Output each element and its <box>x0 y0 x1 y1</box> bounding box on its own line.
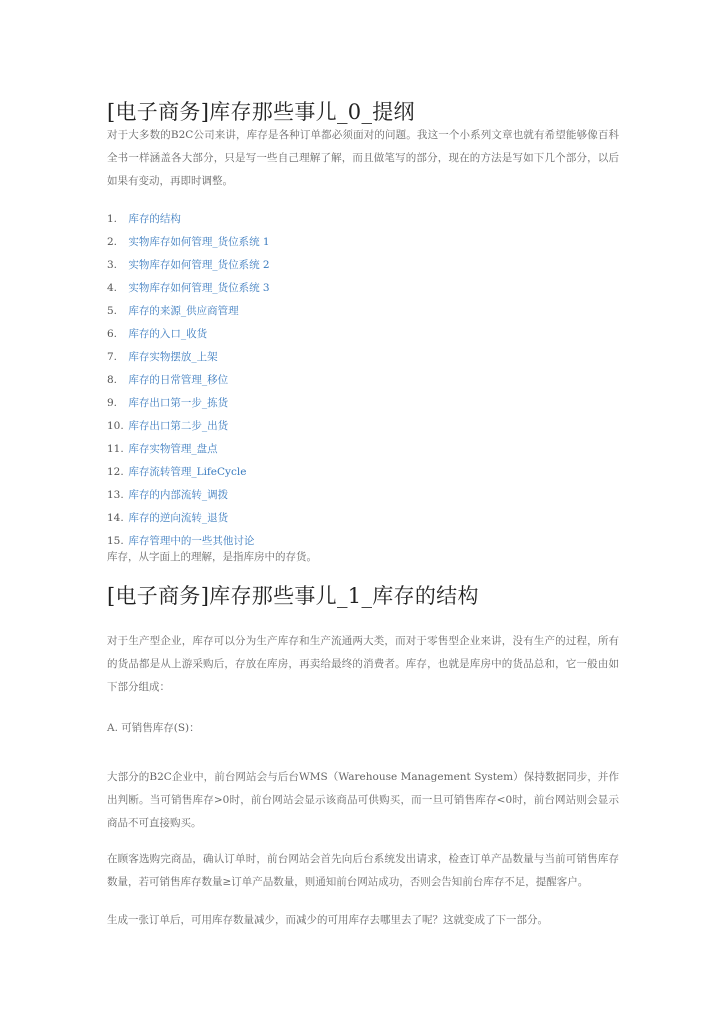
toc-item-number: 12. <box>107 466 124 478</box>
toc-item-number: 1. <box>107 213 118 225</box>
table-of-contents <box>107 208 270 553</box>
toc-item-number: 5. <box>107 305 118 317</box>
toc-item-number: 4. <box>107 282 118 294</box>
toc-link[interactable]: 库存流转管理_LifeCycle <box>128 466 247 478</box>
toc-item <box>107 208 270 231</box>
toc-item <box>107 300 270 323</box>
toc-item-number: 14. <box>107 512 124 524</box>
toc-item <box>107 231 270 254</box>
toc-item <box>107 507 270 530</box>
toc-item <box>107 346 270 369</box>
body-paragraph: 在顾客选购完商品，确认订单时，前台网站会首先向后台系统发出请求，检查订单产品数量与当前可销售库存数量，若可销售库存数量≥订单产品数量，则通知前台网站成功，否则会告知前台库存不足，提醒客户。 <box>107 853 619 888</box>
toc-link[interactable]: 库存出口第二步_出货 <box>128 420 229 432</box>
toc-link[interactable]: 实物库存如何管理_货位系统 3 <box>128 282 270 294</box>
toc-item-number: 2. <box>107 236 118 248</box>
toc-item <box>107 415 270 438</box>
body-paragraph: 大部分的B2C企业中，前台网站会与后台WMS（Warehouse Management System）保持数据同步，并作出判断。当可销售库存>0时，前台网站会显示该商品可供购买，而一旦可销售库存<0时，前台网站则会显示商品不可直接购买。 <box>107 771 619 829</box>
toc-link[interactable]: 库存管理中的一些其他讨论 <box>128 535 255 547</box>
toc-item-number: 7. <box>107 351 118 363</box>
toc-link[interactable]: 库存实物摆放_上架 <box>128 351 218 363</box>
toc-item <box>107 277 270 300</box>
toc-link[interactable]: 库存的日常管理_移位 <box>128 374 229 386</box>
toc-link[interactable]: 库存出口第一步_拣货 <box>128 397 229 409</box>
subsection-label: A. 可销售库存(S)： <box>107 722 200 734</box>
toc-item <box>107 369 270 392</box>
toc-item <box>107 392 270 415</box>
toc-item <box>107 438 270 461</box>
toc-item-number: 9. <box>107 397 118 409</box>
toc-item-number: 8. <box>107 374 118 386</box>
toc-item-number: 15. <box>107 535 124 547</box>
toc-item-number: 6. <box>107 328 118 340</box>
toc-link[interactable]: 库存的入口_收货 <box>128 328 208 340</box>
toc-link[interactable]: 库存实物管理_盘点 <box>128 443 218 455</box>
toc-item-number: 3. <box>107 259 118 271</box>
section-title: [电子商务]库存那些事儿_0_提纲 <box>107 100 415 124</box>
toc-item-number: 11. <box>107 443 124 455</box>
toc-item-number: 13. <box>107 489 124 501</box>
toc-item <box>107 254 270 277</box>
intro-paragraph: 对于大多数的B2C公司来讲，库存是各种订单都必须面对的问题。我这一个小系列文章也就有希望能够像百科全书一样涵盖各大部分，只是写一些自己理解了解，而且做笔写的部分，现在的方法是写如下几个部分，以后如果有变动，再即时调整。 <box>107 129 619 187</box>
toc-link[interactable]: 库存的内部流转_调拨 <box>128 489 229 501</box>
toc-link[interactable]: 库存的来源_供应商管理 <box>128 305 239 317</box>
definition-paragraph: 库存，从字面上的理解，是指库房中的存货。 <box>107 551 317 563</box>
toc-item <box>107 461 270 484</box>
toc-link[interactable]: 实物库存如何管理_货位系统 1 <box>128 236 270 248</box>
toc-item <box>107 323 270 346</box>
toc-item <box>107 484 270 507</box>
toc-link[interactable]: 实物库存如何管理_货位系统 2 <box>128 259 270 271</box>
toc-link[interactable]: 库存的结构 <box>128 213 181 225</box>
body-paragraph: 对于生产型企业，库存可以分为生产库存和生产流通两大类，而对于零售型企业来讲，没有生产的过程，所有的货品都是从上游采购后，存放在库房，再卖给最终的消费者。库存，也就是库房中的货品总和，它一般由如下部分组成： <box>107 635 619 693</box>
toc-item-number: 10. <box>107 420 124 432</box>
body-paragraph: 生成一张订单后，可用库存数量减少，而减少的可用库存去哪里去了呢？这就变成了下一部分。 <box>107 914 548 926</box>
section-title: [电子商务]库存那些事儿_1_库存的结构 <box>107 584 479 608</box>
toc-link[interactable]: 库存的逆向流转_退货 <box>128 512 229 524</box>
